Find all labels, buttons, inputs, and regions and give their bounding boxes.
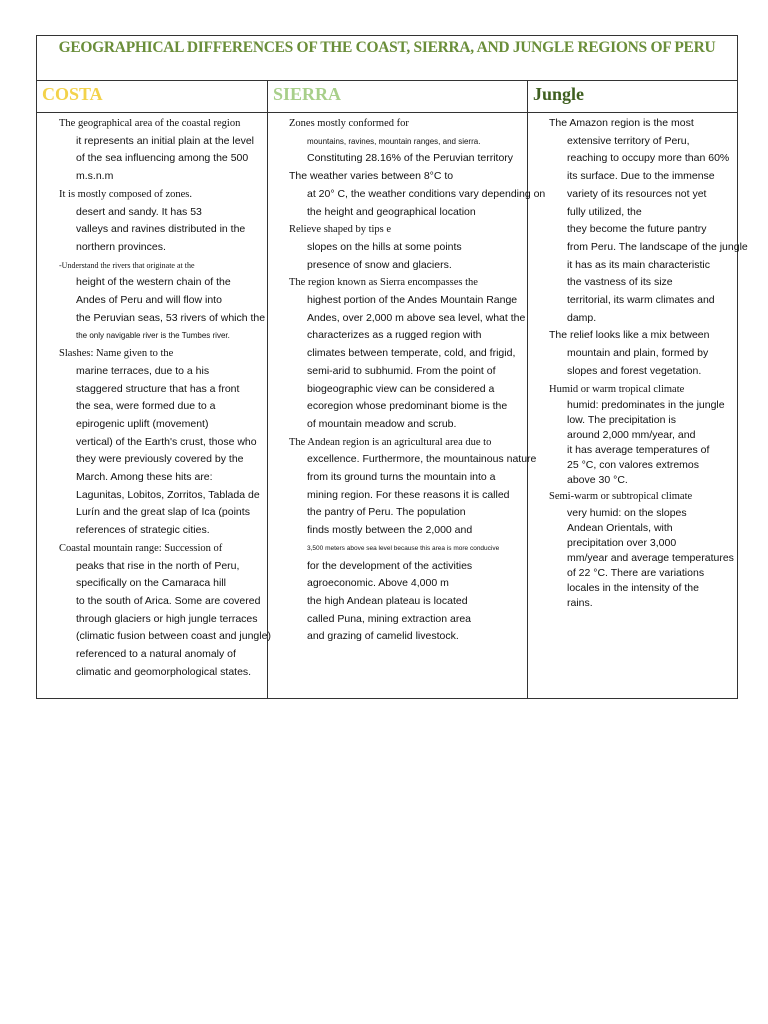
sierra-header: SIERRA [268, 80, 528, 112]
sierra-line: semi-arid to subhumid. From the point of [307, 364, 496, 377]
sierra-line: slopes on the hills at some points [307, 240, 462, 253]
sierra-column [268, 113, 546, 699]
jungle-line: mountain and plain, formed by [567, 347, 709, 360]
costa-line: the sea, were formed due to a [76, 400, 216, 413]
costa-line: the only navigable river is the Tumbes river. [76, 331, 230, 341]
costa-line: Lurín and the great slap of Ica (points [76, 506, 250, 519]
jungle-line: slopes and forest vegetation. [567, 364, 702, 377]
jungle-line: Semi-warm or subtropical climate [549, 491, 693, 503]
costa-line: Lagunitas, Lobitos, Zorritos, Tablada de [76, 488, 260, 501]
costa-line: height of the western chain of the [76, 276, 231, 289]
jungle-line: around 2,000 mm/year, and [567, 429, 696, 442]
jungle-line: The Amazon region is the most [549, 117, 694, 129]
jungle-line: damp. [567, 311, 597, 324]
costa-line: they were previously covered by the [76, 453, 244, 466]
costa-line: (climatic fusion between coast and jungle) [76, 630, 271, 643]
jungle-line: its surface. Due to the immense [567, 170, 715, 183]
sierra-line: of mountain meadow and scrub. [307, 417, 457, 430]
costa-line: The geographical area of the coastal region [59, 118, 241, 129]
content-row [37, 113, 748, 699]
costa-line: through glaciers or high jungle terraces [76, 612, 258, 625]
costa-line: of the sea influencing among the 500 [76, 152, 249, 165]
regions-table [36, 35, 748, 699]
jungle-line: mm/year and average temperatures [567, 551, 734, 564]
costa-line: climatic and geomorphological states. [76, 665, 252, 678]
jungle-line: rains. [567, 596, 593, 609]
jungle-line: extensive territory of Peru, [567, 134, 690, 147]
costa-line: March. Among these hits are: [76, 471, 213, 484]
sierra-line: the height and geographical location [307, 205, 476, 218]
jungle-line: low. The precipitation is [567, 414, 676, 427]
sierra-line: the high Andean plateau is located [307, 594, 468, 607]
sierra-line: presence of snow and glaciers. [307, 258, 452, 271]
title-row [37, 36, 737, 81]
sierra-line: mountains, ravines, mountain ranges, and sierra. [307, 136, 481, 146]
costa-line: northern provinces. [76, 240, 166, 253]
jungle-line: precipitation over 3,000 [567, 536, 677, 549]
jungle-line: Humid or warm tropical climate [549, 383, 685, 395]
jungle-line: territorial, its warm climates and [567, 294, 715, 307]
sierra-line: called Puna, mining extraction area [307, 612, 472, 625]
sierra-line: The weather varies between 8°C to [289, 170, 454, 183]
sierra-line: characterizes as a rugged region with [307, 329, 482, 342]
costa-line: -Understand the rivers that originate at the [59, 260, 195, 270]
sierra-line: Constituting 28.16% of the Peruvian territory [307, 152, 514, 165]
costa-line: the Peruvian seas, 53 rivers of which the [76, 311, 266, 324]
sierra-line: climates between temperate, cold, and frigid, [307, 347, 516, 360]
sierra-line: and grazing of camelid livestock. [307, 630, 459, 643]
costa-line: epirogenic uplift (movement) [76, 417, 209, 430]
sierra-line: The Andean region is an agricultural area due to [289, 436, 492, 448]
sierra-line: excellence. Furthermore, the mountainous nature [307, 453, 537, 466]
jungle-line: The relief looks like a mix between [549, 329, 710, 342]
sierra-line: highest portion of the Andes Mountain Range [307, 294, 518, 307]
header-row [37, 80, 737, 113]
costa-line: referenced to a natural anomaly of [76, 648, 236, 661]
sierra-line: the pantry of Peru. The population [307, 506, 466, 519]
jungle-line: of 22 °C. There are variations [567, 566, 705, 579]
jungle-line: variety of its resources not yet [567, 187, 707, 200]
jungle-column [528, 113, 748, 699]
jungle-line: the vastness of its size [567, 276, 673, 289]
costa-line: Coastal mountain range: Succession of [59, 542, 223, 554]
jungle-line: they become the future pantry [567, 223, 707, 236]
costa-line: m.s.n.m [76, 170, 114, 183]
costa-column [37, 113, 271, 699]
sierra-line: biogeographic view can be considered a [307, 382, 495, 395]
sierra-line: mining region. For these reasons it is called [307, 488, 510, 501]
sierra-line: ecoregion whose predominant biome is the [307, 400, 508, 413]
costa-line: specifically on the Camaraca hill [76, 577, 226, 590]
jungle-line: very humid: on the slopes [567, 506, 687, 519]
jungle-header: Jungle [533, 84, 585, 104]
costa-line: Andes of Peru and will flow into [76, 294, 222, 307]
sierra-line: 3,500 meters above sea level because this area is more conducive [307, 544, 500, 552]
costa-line: Slashes: Name given to the [59, 348, 174, 360]
costa-line: valleys and ravines distributed in the [76, 223, 246, 236]
sierra-line: Andes, over 2,000 m above sea level, what the [307, 311, 526, 324]
sierra-line: from its ground turns the mountain into a [307, 471, 496, 484]
costa-line: marine terraces, due to a his [76, 364, 210, 377]
document-title: GEOGRAPHICAL DIFFERENCES OF THE COAST, SIERRA, AND JUNGLE REGIONS OF PERU [58, 39, 716, 56]
costa-line: staggered structure that has a front [76, 382, 240, 395]
costa-line: it represents an initial plain at the level [76, 134, 255, 147]
costa-header: COSTA [37, 80, 268, 112]
costa-line: peaks that rise in the north of Peru, [76, 559, 240, 572]
jungle-line: above 30 °C. [567, 474, 628, 487]
sierra-line: Relieve shaped by tips e [289, 224, 392, 236]
sierra-line: The region known as Sierra encompasses the [289, 277, 478, 289]
jungle-line: it has as its main characteristic [567, 258, 710, 271]
jungle-line: humid: predominates in the jungle [567, 399, 725, 412]
costa-line: vertical) of the Earth's crust, those who [76, 435, 257, 448]
costa-line: It is mostly composed of zones. [59, 188, 192, 200]
jungle-line: it has average temperatures of [567, 444, 710, 457]
costa-line: references of strategic cities. [76, 524, 210, 537]
sierra-line: finds mostly between the 2,000 and [307, 524, 473, 537]
sierra-line: for the development of the activities [307, 559, 473, 572]
costa-line: desert and sandy. It has 53 [76, 205, 202, 218]
costa-line: to the south of Arica. Some are covered [76, 594, 261, 607]
jungle-line: fully utilized, the [567, 205, 642, 218]
jungle-line: locales in the intensity of the [567, 581, 699, 594]
sierra-line: agroeconomic. Above 4,000 m [307, 577, 449, 590]
sierra-line: at 20° C, the weather conditions vary depending on [307, 187, 546, 200]
jungle-line: 25 °C, con valores extremos [567, 459, 700, 472]
jungle-line: Andean Orientals, with [567, 521, 673, 534]
jungle-line: from Peru. The landscape of the jungle [567, 240, 748, 253]
jungle-line: reaching to occupy more than 60% [567, 152, 730, 165]
sierra-line: Zones mostly conformed for [289, 118, 409, 129]
